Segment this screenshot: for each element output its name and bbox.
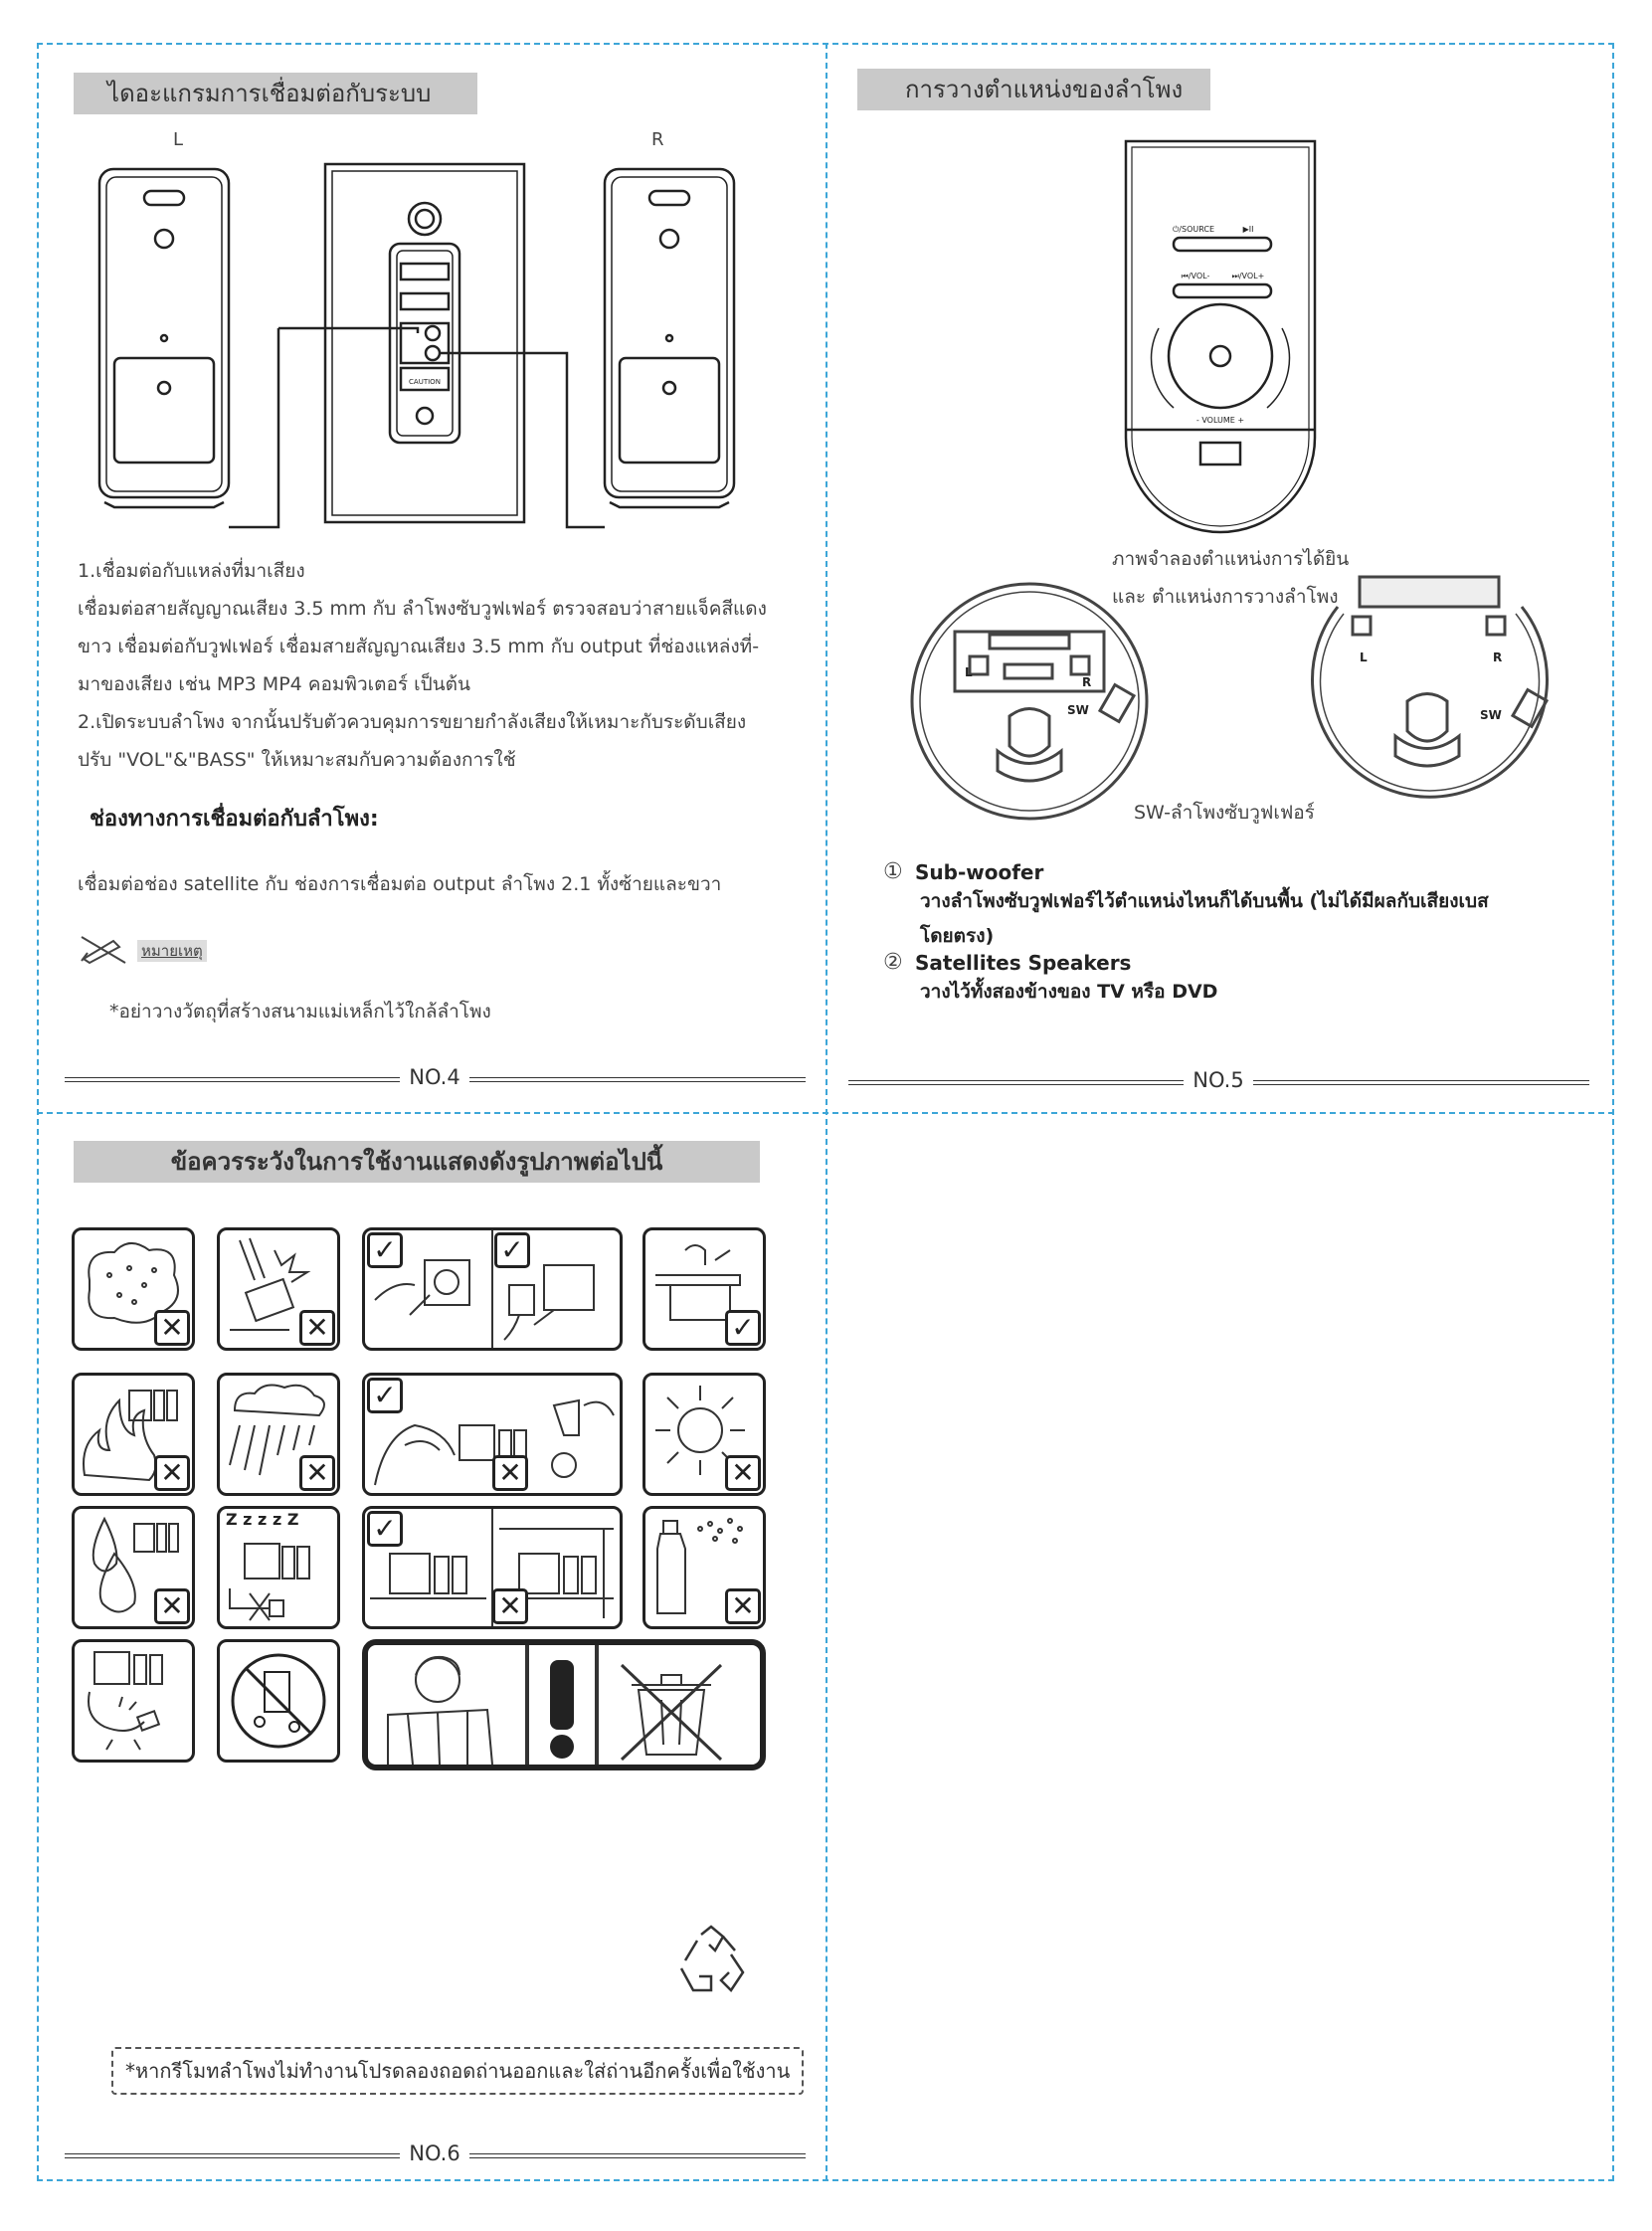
damaged-cable-warning-icon: [72, 1639, 195, 1763]
page-number-6-text: NO.6: [409, 2141, 460, 2165]
page-number-6: [65, 2141, 806, 2165]
prohibited-mark: ✕: [725, 1588, 761, 1624]
placement-shelf-icon: [362, 1506, 623, 1629]
room-right-R: R: [1493, 651, 1503, 664]
correct-mark: ✓: [367, 1232, 403, 1268]
correct-mark: ✓: [494, 1232, 530, 1268]
control-panel-illustration: [1124, 139, 1323, 517]
connection-diagram: [94, 159, 751, 537]
spray-warning-icon: [642, 1506, 766, 1629]
instruction-line-2: เชื่อมต่อสายสัญญาณเสียง 3.5 mm กับ ลำโพงซับวูฟเฟอร์ ตรวจสอบว่าสายแจ็คสีแดง: [78, 598, 767, 620]
item1-number: ①: [883, 859, 903, 884]
fire-warning-icon: [72, 1373, 195, 1496]
correct-mark: ✓: [367, 1511, 403, 1547]
panel6-title: ข้อควรระวังในการใช้งานแสดงดังรูปภาพต่อไปนี้: [74, 1141, 760, 1183]
prohibited-mark: ✕: [299, 1310, 335, 1346]
cleaning-instructions-icon: [362, 1373, 623, 1496]
read-manual-dispose-icon: [362, 1639, 766, 1770]
correct-mark: ✓: [367, 1378, 403, 1413]
room-left-R: R: [1082, 675, 1092, 689]
room-right-L: L: [1360, 651, 1368, 664]
water-drops-warning-icon: [72, 1506, 195, 1629]
sleep-zzz-text: Z z z z Z: [226, 1510, 299, 1529]
page-number-5-text: NO.5: [1193, 1068, 1244, 1092]
connection-text: เชื่อมต่อช่อง satellite กับ ช่องการเชื่อมต่อ output ลำโพง 2.1 ทั้งซ้ายและขวา: [78, 873, 722, 895]
caution-label: CAUTION: [409, 378, 441, 386]
volume-label: - VOLUME +: [1195, 416, 1245, 425]
page-number-4: [65, 1065, 806, 1089]
prohibited-mark: ✕: [154, 1455, 190, 1491]
no-cart-tip-icon: [217, 1639, 340, 1763]
prohibited-mark: ✕: [492, 1588, 528, 1624]
page-number-5: [848, 1068, 1589, 1092]
item2-text: วางไว้ทั้งสองข้างของ TV หรือ DVD: [920, 981, 1218, 1003]
ventilation-correct-icon: [642, 1227, 766, 1351]
dust-warning-icon: [72, 1227, 195, 1351]
btn-prev-label: ⏮/VOL-: [1181, 272, 1210, 280]
prohibited-mark: ✕: [725, 1455, 761, 1491]
note-pencil-icon: [80, 933, 129, 965]
note-text: *อย่าวางวัตถุที่สร้างสนามแม่เหล็กไว้ใกล้ลำโพง: [109, 1001, 491, 1023]
recycle-icon: [671, 1925, 753, 2000]
instruction-line-4: มาของเสียง เช่น MP3 MP4 คอมพิวเตอร์ เป็นต้น: [78, 673, 470, 695]
drop-impact-warning-icon: [217, 1227, 340, 1351]
btn-next-label: ⏭/VOL+: [1231, 272, 1265, 280]
connection-subheading: ช่องทางการเชื่อมต่อกับลำโพง:: [90, 807, 379, 832]
power-plug-correct-icon: [362, 1227, 623, 1351]
btn-play-label: ▶II: [1242, 225, 1254, 234]
correct-mark: ✓: [725, 1310, 761, 1346]
sun-warning-icon: [642, 1373, 766, 1496]
instruction-line-6: ปรับ "VOL"&"BASS" ให้เหมาะสมกับความต้องการใช้: [78, 749, 516, 771]
unplug-when-idle-icon: [217, 1506, 340, 1629]
panel5-title: การวางตำแหน่งของลำโพง: [857, 69, 1210, 110]
subwoofer-caption: SW-ลำโพงซับวูฟเฟอร์: [1134, 802, 1315, 824]
panel-divider-horizontal: [37, 1112, 1614, 1114]
caption-line-2: และ ตำแหน่งการวางลำโพง: [1112, 586, 1339, 608]
instruction-line-5: 2.เปิดระบบลำโพง จากนั้นปรับตัวควบคุมการขยายกำลังเสียงให้เหมาะกับระดับเสียง: [78, 711, 747, 733]
item2-title: Satellites Speakers: [915, 951, 1132, 975]
instruction-line-3: ขาว เชื่อมต่อกับวูฟเฟอร์ เชื่อมสายสัญญาณเสียง 3.5 mm กับ output ที่ช่องแหล่งที่-: [78, 636, 760, 657]
instruction-line-1: 1.เชื่อมต่อกับแหล่งที่มาเสียง: [78, 560, 305, 582]
label-right-speaker: R: [651, 129, 664, 150]
room-layout-left: [900, 577, 1159, 826]
btn-source-label: ⏻/SOURCE: [1172, 225, 1215, 234]
caption-line-1: ภาพจำลองตำแหน่งการได้ยิน: [1112, 548, 1350, 570]
room-left-SW: SW: [1067, 703, 1089, 717]
room-layout-right: [1298, 572, 1561, 821]
note-label: หมายเหตุ: [137, 940, 207, 962]
rain-warning-icon: [217, 1373, 340, 1496]
item2-number: ②: [883, 950, 903, 975]
label-left-speaker: L: [173, 129, 184, 150]
item1-text-a: วางลำโพงซับวูฟเฟอร์ไว้ตำแหน่งไหนก็ได้บนพื้น (ไม่ได้มีผลกับเสียงเบส: [920, 890, 1489, 912]
panel4-title: ไดอะแกรมการเชื่อมต่อกับระบบ: [74, 73, 477, 114]
prohibited-mark: ✕: [154, 1310, 190, 1346]
room-right-SW: SW: [1480, 708, 1502, 722]
prohibited-mark: ✕: [299, 1455, 335, 1491]
prohibited-mark: ✕: [154, 1588, 190, 1624]
page-number-4-text: NO.4: [409, 1065, 460, 1089]
item1-title: Sub-woofer: [915, 860, 1044, 884]
item1-text-b: โดยตรง): [920, 925, 995, 947]
remote-battery-note: *หากรีโมทลำโพงไม่ทำงานโปรดลองถอดถ่านออกและใส่ถ่านอีกครั้งเพื่อใช้งาน: [111, 2047, 804, 2095]
prohibited-mark: ✕: [492, 1455, 528, 1491]
room-left-L: L: [965, 665, 973, 679]
